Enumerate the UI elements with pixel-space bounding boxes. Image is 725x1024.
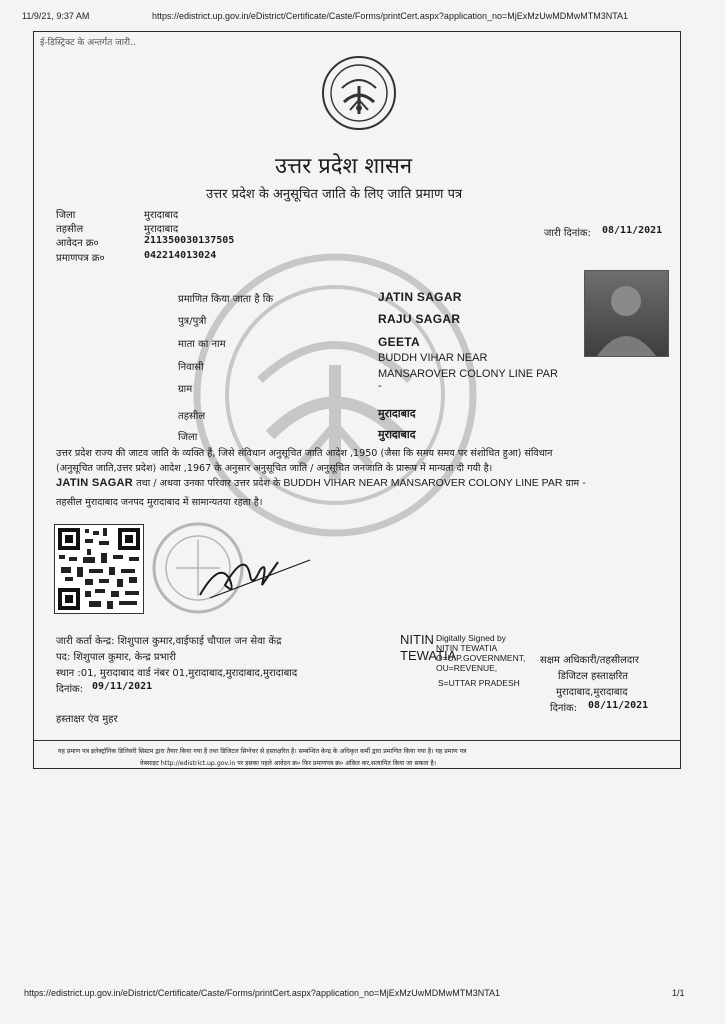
digital-sign-info5: S=UTTAR PRADESH xyxy=(438,678,520,688)
up-emblem xyxy=(320,54,398,136)
certificate-subtitle: उत्तर प्रदेश के अनुसूचित जाति के लिए जाति प्रमाण पत्र xyxy=(206,187,463,202)
authority-title: सक्षम अधिकारी/तहसीलदार xyxy=(540,655,639,666)
tehsil-label: तहसील xyxy=(56,224,84,235)
village-value: - xyxy=(378,380,382,392)
certified-label: प्रमाणित किया जाता है कि xyxy=(178,294,274,305)
detail-district-label: जिला xyxy=(178,432,198,443)
village-label: ग्राम xyxy=(178,384,193,395)
paragraph-line2: (अनुसूचित जाति,उत्तर प्रदेश) आदेश ,1967 के अनुसार अनुसूचित जाति / अनुसूचित जनजाति के प्रारूप में मान्यता दी गयी है। xyxy=(56,463,493,474)
district-label: जिला xyxy=(56,210,76,221)
certificate-title: उत्तर प्रदेश शासन xyxy=(275,154,413,179)
paragraph-address: BUDDH VIHAR NEAR MANSAROVER COLONY LINE PAR xyxy=(283,477,563,489)
detail-district-value: मुरादाबाद xyxy=(378,428,416,441)
mother-label: माता का नाम xyxy=(178,339,226,350)
paragraph-line1: उत्तर प्रदेश राज्य की जाटव जाति के व्यक्ति हैं, जिसे संविधान अनुसूचित जाति आदेश ,1950 (जैसा कि समय समय पर संशोधित हुआ) संविधान xyxy=(56,448,553,459)
issue-date-value: 08/11/2021 xyxy=(602,225,663,236)
authority-digital: डिजिटल हस्ताक्षरित xyxy=(558,671,628,682)
tehsil-value: मुरादाबाद xyxy=(144,224,179,235)
footer-note-line2: वेबसाइट http://edistrict.up.gov.in पर इसका पहले आवेदन क्र० फिर प्रमाणपत्र क्र० अंकित कर,सत्यापित किया जा सकता है। xyxy=(140,760,437,767)
print-footer-url: https://edistrict.up.gov.in/eDistrict/Certificate/Caste/Forms/printCert.aspx?application_no=MjExMzUwMDMwMTM3NTA1 xyxy=(24,988,501,998)
print-url: https://edistrict.up.gov.in/eDistrict/Certificate/Caste/Forms/printCert.aspx?application_no=MjExMzUwMDMwMTM3NTA1 xyxy=(152,11,629,21)
resident-address-line1: BUDDH VIHAR NEAR xyxy=(378,352,488,364)
paragraph-connector: तथा / अथवा उनका परिवार उत्तर प्रदेश के xyxy=(133,478,284,489)
signature-icon xyxy=(190,540,330,610)
sign-and-seal-label: हस्ताक्षर एंव मुहर xyxy=(56,714,118,725)
authority-date-label: दिनांक: xyxy=(550,703,578,714)
paragraph-line4: तहसील मुरादाबाद जनपद मुरादाबाद में सामान्यतया रहता है। xyxy=(56,497,263,508)
resident-address-line2: MANSAROVER COLONY LINE PAR xyxy=(378,368,558,380)
emblem-icon xyxy=(320,54,398,132)
resident-label: निवासी xyxy=(178,362,204,373)
qr-code-icon xyxy=(55,525,143,613)
applicant-photo xyxy=(584,270,669,357)
paragraph-applicant-name: JATIN SAGAR xyxy=(56,477,134,489)
district-value: मुरादाबाद xyxy=(144,210,179,221)
authority-date-value: 08/11/2021 xyxy=(588,700,649,711)
digital-signer-name-2: TEWATIA xyxy=(400,648,457,663)
applicant-name: JATIN SAGAR xyxy=(378,290,462,304)
footer-note-line1: यह प्रमाण पत्र इलेक्ट्रॉनिक डिलिवरी सिस्टम द्वारा तैयार किया गया है तथा डिजिटल सिग्नेचर से हस्ताक्षरित है। सम्बन्धित केन्द्र के अधिकृत कर्मी द्वारा प्रमाणित किया गया है। यह प्रमाण पत्र xyxy=(58,748,467,755)
footer-divider xyxy=(34,740,680,741)
son-of-label: पुत्र/पुत्री xyxy=(178,316,207,327)
application-label: आवेदन क्र० xyxy=(56,238,99,249)
issuer-date-label: दिनांक: xyxy=(56,684,84,695)
certificate-number-label: प्रमाणपत्र क्र० xyxy=(56,253,105,264)
mother-name: GEETA xyxy=(378,335,420,349)
paragraph-line3 xyxy=(56,476,586,491)
authority-place: मुरादाबाद,मुरादाबाद xyxy=(556,687,628,698)
issue-date-label: जारी दिनांक: xyxy=(544,228,591,239)
father-name: RAJU SAGAR xyxy=(378,312,461,326)
detail-tehsil-label: तहसील xyxy=(178,411,206,422)
print-datetime: 11/9/21, 9:37 AM xyxy=(22,11,90,21)
person-icon xyxy=(585,271,668,356)
digital-sign-info4: OU=REVENUE, xyxy=(436,663,498,673)
issuer-place: स्थान :01, मुरादाबाद वार्ड नंबर 01,मुरादाबाद,मुरादाबाद,मुरादाबाद xyxy=(56,668,298,679)
digital-sign-info3: O=U.P.GOVERNMENT, xyxy=(436,653,526,663)
print-page-number: 1/1 xyxy=(672,988,685,998)
digital-sign-info2: NITIN TEWATIA xyxy=(436,643,498,653)
certificate-number: 042214013024 xyxy=(144,250,217,261)
handwritten-signature xyxy=(190,540,330,614)
edistrict-note: ई-डिस्ट्रिक्ट के अन्तर्गत जारी.. xyxy=(40,38,136,48)
detail-tehsil-value: मुरादाबाद xyxy=(378,407,416,420)
application-number: 211350030137505 xyxy=(144,235,235,246)
qr-code xyxy=(54,524,144,614)
digital-sign-info1: Digitally Signed by xyxy=(436,633,506,643)
paragraph-village: ग्राम - xyxy=(562,478,586,489)
digital-signer-name-1: NITIN xyxy=(400,632,434,647)
issuer-post: पद: शिशुपाल कुमार, केन्द्र प्रभारी xyxy=(56,652,176,663)
issuing-center: जारी कर्ता केन्द्र: शिशुपाल कुमार,वाईफाई चौपाल जन सेवा केंद्र xyxy=(56,636,282,647)
issuer-date-value: 09/11/2021 xyxy=(92,681,153,692)
